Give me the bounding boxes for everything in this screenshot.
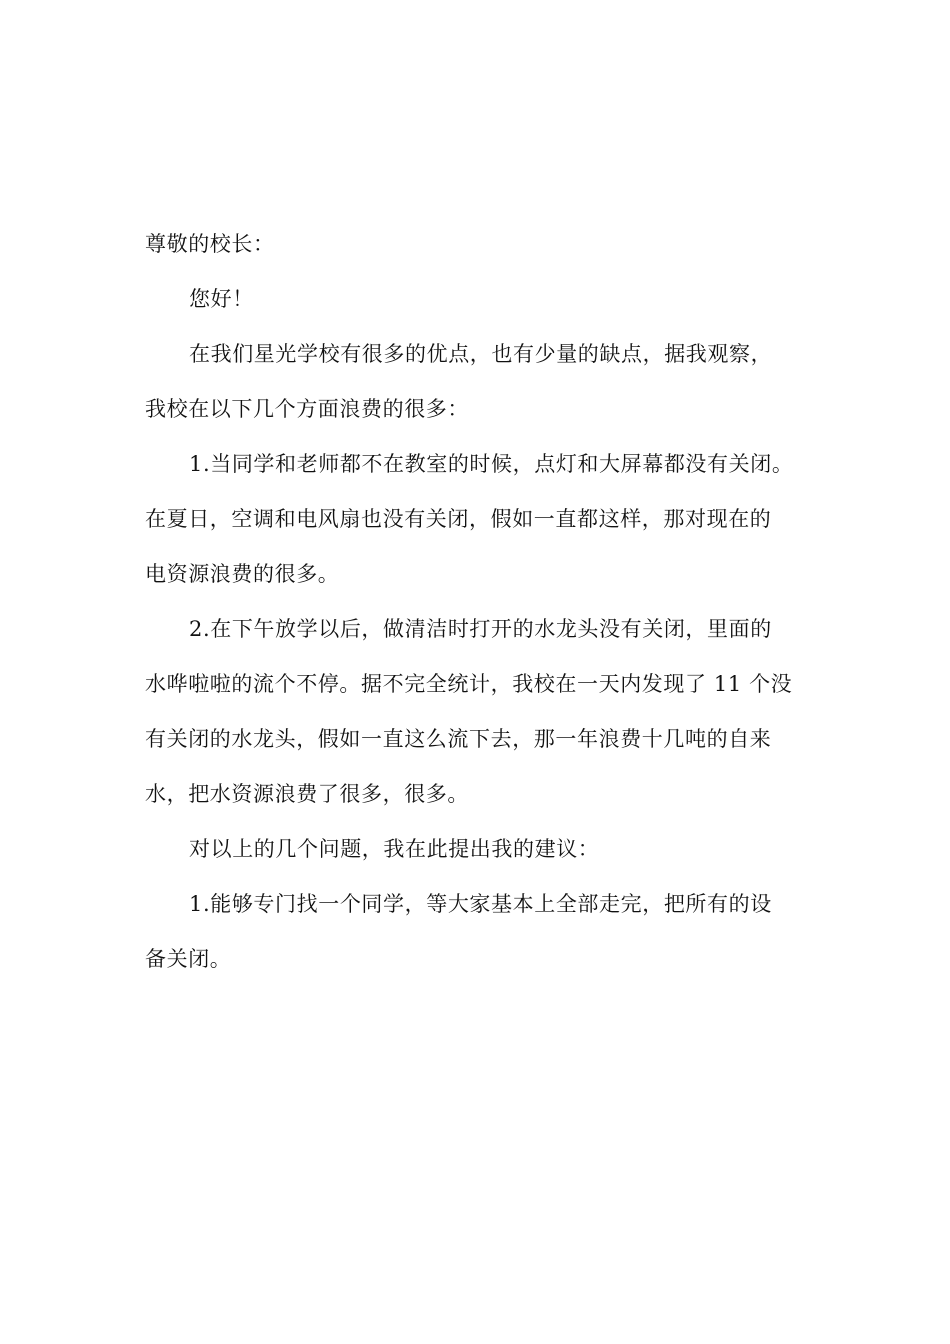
paragraph-line: 1.当同学和老师都不在教室的时候，点灯和大屏幕都没有关闭。	[189, 452, 794, 476]
salutation: 尊敬的校长：	[145, 232, 275, 256]
paragraph-line: 2.在下午放学以后，做清洁时打开的水龙头没有关闭，里面的	[189, 617, 772, 641]
paragraph-line: 对以上的几个问题，我在此提出我的建议：	[189, 837, 600, 861]
letter-body	[145, 207, 810, 997]
paragraph-line: 电资源浪费的很多。	[145, 562, 340, 586]
paragraph-line: 备关闭。	[145, 947, 232, 971]
paragraph-line: 在夏日，空调和电风扇也没有关闭，假如一直都这样，那对现在的	[145, 507, 772, 531]
greeting: 您好！	[189, 287, 254, 311]
paragraph-line: 有关闭的水龙头，假如一直这么流下去，那一年浪费十几吨的自来	[145, 727, 772, 751]
paragraph-line: 水哗啦啦的流个不停。据不完全统计，我校在一天内发现了 11 个没	[145, 672, 793, 696]
paragraph-line: 水，把水资源浪费了很多，很多。	[145, 782, 469, 806]
paragraph-line: 1.能够专门找一个同学，等大家基本上全部走完，把所有的设	[189, 892, 772, 916]
paragraph-line: 我校在以下几个方面浪费的很多：	[145, 397, 469, 421]
paragraph-line: 在我们星光学校有很多的优点，也有少量的缺点，据我观察，	[189, 342, 773, 366]
